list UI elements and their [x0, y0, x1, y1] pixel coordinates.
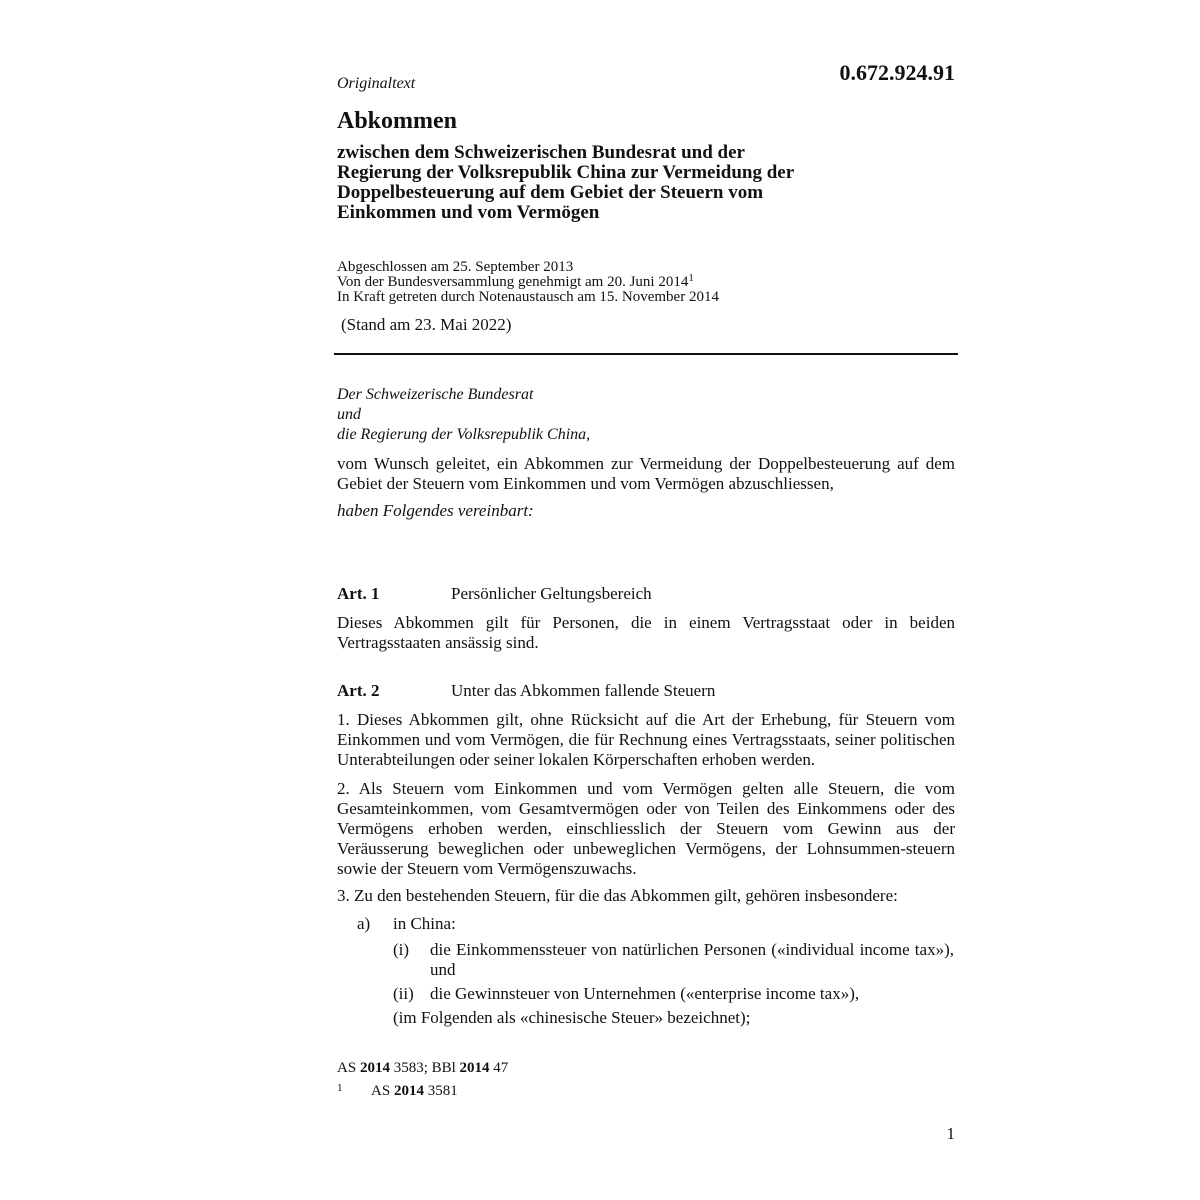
document-meta [337, 260, 719, 305]
footnotes [337, 1058, 508, 1101]
list-marker: a) [357, 914, 371, 933]
footnote-marker: 1 [337, 1082, 343, 1094]
preamble-closing: haben Folgendes vereinbart: [337, 501, 534, 520]
approved-date: Von der Bundesversammlung genehmigt am 20. Juni 2014$^1$ [337, 272, 694, 290]
preamble-text: vom Wunsch geleitet, ein Abkommen zur Vermeidung der Doppelbesteuerung auf dem Gebiet der Steuern vom Einkommen und vom Vermögen abzuschliessen, [337, 454, 955, 493]
sub-marker: (i) [393, 940, 410, 959]
article-title: Unter das Abkommen fallende Steuern [451, 681, 716, 700]
document-title: Abkommen [337, 108, 458, 134]
sub-item-enterprise-tax [393, 984, 955, 1004]
party-switzerland: Der Schweizerische Bundesrat [337, 386, 534, 403]
article-number: Art. 1 [337, 584, 380, 603]
list-note: (im Folgenden als «chinesische Steuer» bezeichnet); [393, 1008, 751, 1027]
article-2-paragraph-3: 3. Zu den bestehenden Steuern, für die das Abkommen gilt, gehören insbesondere: [337, 886, 898, 905]
article-1-paragraph: Dieses Abkommen gilt für Personen, die in einem Vertragsstaat oder in beiden Vertragsstaaten ansässig sind. [337, 613, 955, 652]
page-number: 1 [946, 1124, 955, 1143]
subtitle-line: Regierung der Volksrepublik China zur Vermeidung der [337, 162, 795, 183]
sub-item-individual-tax [393, 940, 955, 980]
article-2-paragraph-2: 2. Als Steuern vom Einkommen und vom Vermögen gelten alle Steuern, die vom Gesamteinkommen, vom Gesamtvermögen oder von Teilen des Einkommens oder des Vermögens erhoben werden, einschliesslich der Steuern vom Gewinn aus der Veräusserung beweglichen oder unbeweglichen Vermögens, der Lohnsummen-steuern sowie der Steuern vom Vermögenszuwachs. [337, 779, 955, 878]
list-item-china [357, 914, 456, 934]
article-number: Art. 2 [337, 681, 380, 700]
preamble-and: und [337, 406, 361, 423]
originaltext-label: Originaltext [337, 75, 416, 92]
article-2-heading [337, 681, 715, 701]
in-force-date: In Kraft getreten durch Notenaustausch am 15. November 2014 [337, 289, 719, 305]
article-2-paragraph-1: 1. Dieses Abkommen gilt, ohne Rücksicht auf die Art der Erhebung, für Steuern vom Einkommen und vom Vermögen, die für Rechnung eines Vertragsstaats, seiner politischen Unterabteilungen oder seiner lokalen Körperschaften erhoben werden. [337, 710, 955, 769]
footnote-ref[interactable]: 1 [688, 272, 694, 284]
sub-text: die Einkommenssteuer von natürlichen Personen («individual income tax»), und [430, 940, 954, 979]
status-date: (Stand am 23. Mai 2022) [341, 315, 512, 334]
header-divider [334, 353, 958, 355]
subtitle-line: Einkommen und vom Vermögen [337, 202, 600, 223]
subtitle-line: Doppelbesteuerung auf dem Gebiet der Steuern vom [337, 182, 764, 203]
preamble-parties [337, 385, 590, 445]
footnote-1: 1 AS 2014 3581 [337, 1078, 508, 1101]
source-reference: AS 2014 3583; BBl 2014 47 [337, 1060, 509, 1076]
list-label: in China: [393, 914, 456, 933]
concluded-date: Abgeschlossen am 25. September 2013 [337, 259, 574, 275]
article-title: Persönlicher Geltungsbereich [451, 584, 652, 603]
sub-text: die Gewinnsteuer von Unternehmen («enterprise income tax»), [430, 984, 860, 1003]
sr-number: 0.672.924.91 [839, 60, 955, 85]
subtitle-line: zwischen dem Schweizerischen Bundesrat und der [337, 142, 745, 163]
sub-marker: (ii) [393, 984, 414, 1003]
document-subtitle [337, 143, 857, 223]
article-1-heading [337, 584, 652, 604]
party-china: die Regierung der Volksrepublik China, [337, 426, 591, 443]
